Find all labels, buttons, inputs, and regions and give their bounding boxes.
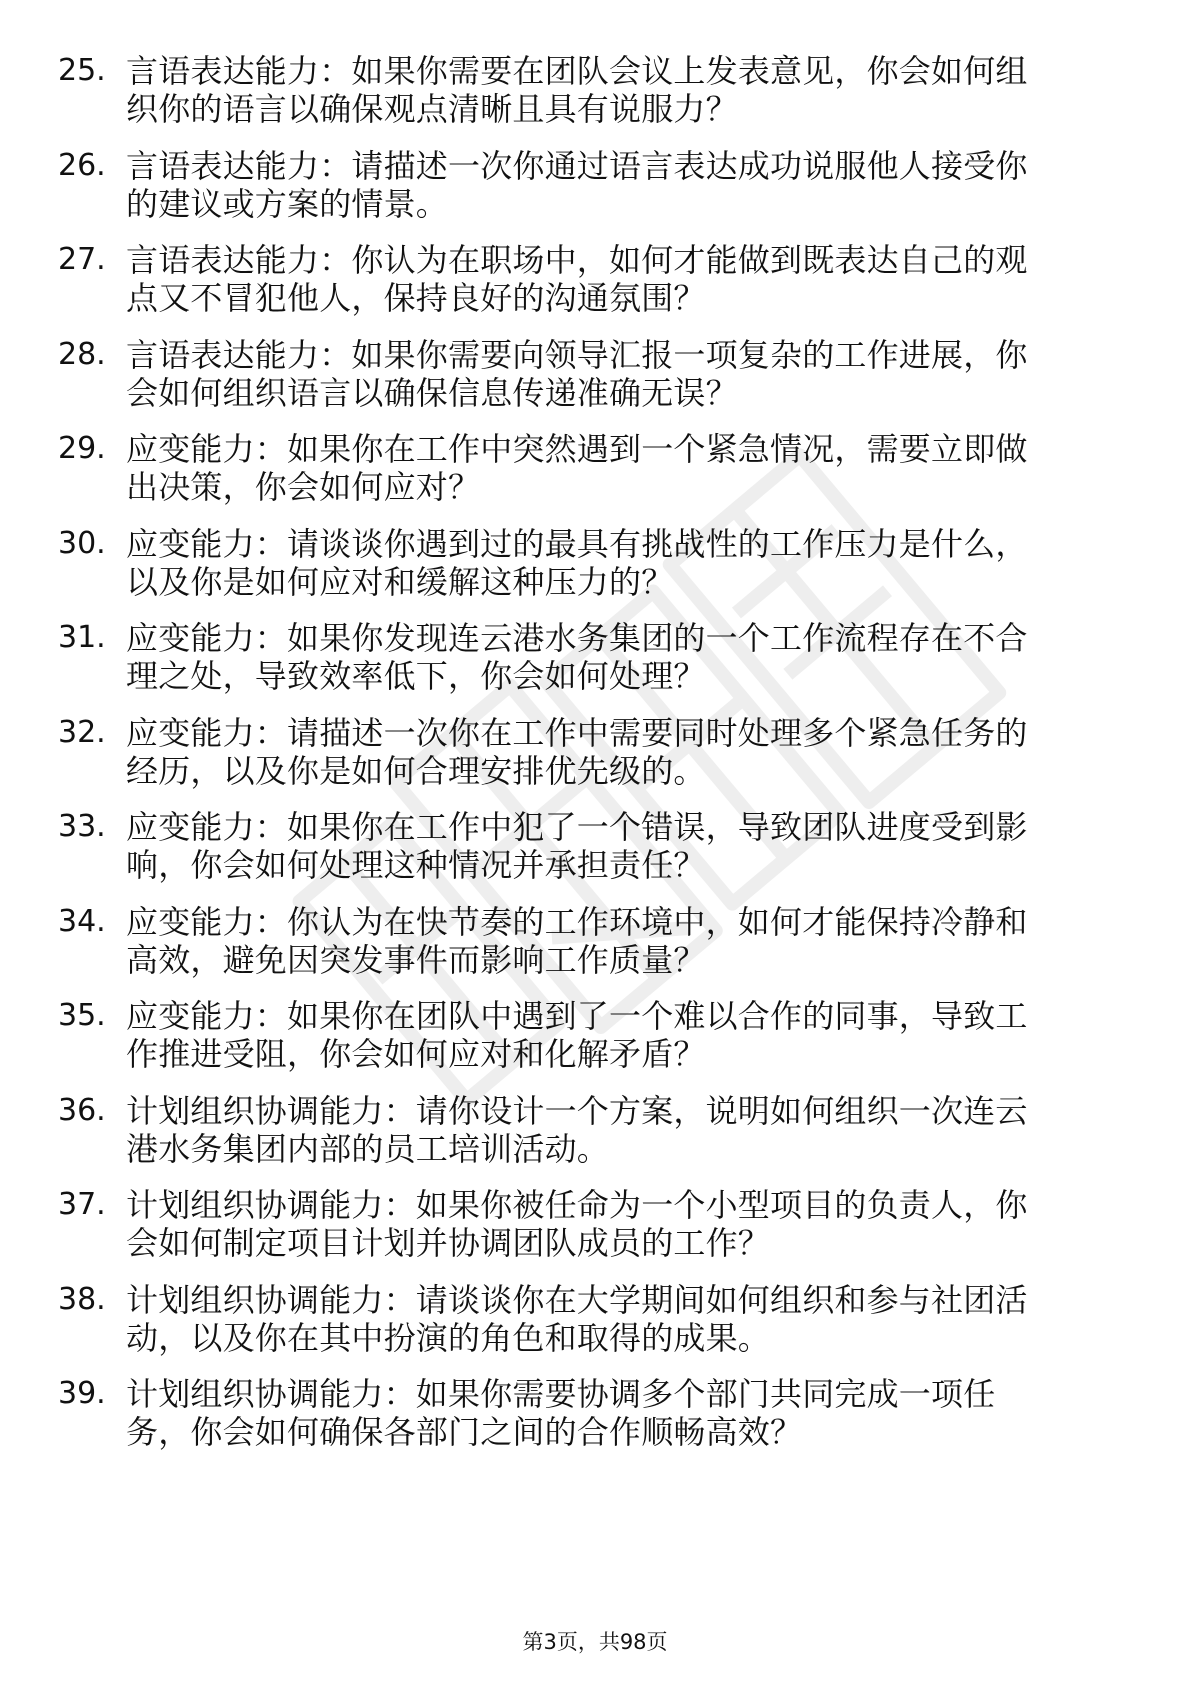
question-line: 计划组织协调能力：如果你被任命为一个小型项目的负责人，你 [126,1186,1028,1224]
question-text [126,430,1118,506]
question-text [126,808,1118,884]
question-text [126,714,1118,790]
question-line: 应变能力：如果你在工作中突然遇到一个紧急情况，需要立即做 [126,430,1028,468]
question-item [58,1375,1118,1470]
question-item [58,336,1118,431]
question-line: 动，以及你在其中扮演的角色和取得的成果。 [126,1318,771,1357]
question-line: 会如何组织语言以确保信息传递准确无误？ [126,373,738,412]
question-line: 应变能力：如果你在工作中犯了一个错误，导致团队进度受到影 [126,808,1028,846]
question-item [58,430,1118,525]
question-item [58,1092,1118,1187]
question-line: 港水务集团内部的员工培训活动。 [126,1129,610,1168]
question-text [126,241,1118,317]
question-text [126,1092,1118,1168]
question-number: 37. [58,1187,106,1222]
question-text [126,1281,1118,1357]
page-footer [0,1629,1190,1655]
question-line: 应变能力：如果你在团队中遇到了一个难以合作的同事，导致工 [126,997,1028,1035]
question-item [58,808,1118,903]
question-item [58,1186,1118,1281]
page-number-label: 第3页，共98页 [522,1630,668,1654]
question-number: 36. [58,1092,106,1128]
question-line: 计划组织协调能力：请你设计一个方案，说明如何组织一次连云 [126,1091,1028,1130]
question-number: 30. [58,525,106,561]
question-line: 点又不冒犯他人，保持良好的沟通氛围？ [126,279,706,317]
question-number: 32. [58,714,106,750]
question-number: 33. [58,809,106,844]
question-item [58,903,1118,998]
question-text [126,525,1118,601]
question-item [58,525,1118,620]
question-line: 高效，避免因突发事件而影响工作质量？ [126,940,706,979]
question-list [58,52,1118,1470]
question-number: 39. [58,1376,106,1411]
question-line: 织你的语言以确保观点清晰且具有说服力？ [126,90,738,128]
question-line: 会如何制定项目计划并协调团队成员的工作？ [126,1224,771,1262]
question-line: 经历，以及你是如何合理安排优先级的。 [126,751,706,790]
question-line: 计划组织协调能力：请谈谈你在大学期间如何组织和参与社团活 [126,1280,1028,1319]
question-item [58,241,1118,336]
question-number: 34. [58,903,106,939]
question-line: 务，你会如何确保各部门之间的合作顺畅高效？ [126,1413,803,1451]
question-item [58,619,1118,714]
question-line: 言语表达能力：请描述一次你通过语言表达成功说服他人接受你 [126,146,1028,185]
question-number: 27. [58,242,106,277]
question-item [58,1281,1118,1376]
question-text [126,336,1118,412]
question-line: 应变能力：如果你发现连云港水务集团的一个工作流程存在不合 [126,619,1028,657]
question-line: 计划组织协调能力：如果你需要协调多个部门共同完成一项任 [126,1375,996,1413]
question-text [126,147,1118,223]
question-number: 29. [58,431,106,466]
question-line: 出决策，你会如何应对？ [126,468,481,506]
question-number: 31. [58,620,106,655]
question-text [126,903,1118,979]
question-number: 26. [58,147,106,183]
question-text [126,619,1118,695]
question-item [58,714,1118,809]
question-text [126,52,1118,128]
question-line: 言语表达能力：如果你需要在团队会议上发表意见，你会如何组 [126,52,1028,90]
question-line: 言语表达能力：如果你需要向领导汇报一项复杂的工作进展，你 [126,335,1028,374]
question-text [126,1375,1118,1451]
question-item [58,997,1118,1092]
question-line: 言语表达能力：你认为在职场中，如何才能做到既表达自己的观 [126,241,1028,279]
question-number: 35. [58,998,106,1033]
question-line: 应变能力：请谈谈你遇到过的最具有挑战性的工作压力是什么， [126,524,1028,563]
question-line: 响，你会如何处理这种情况并承担责任？ [126,846,706,884]
question-line: 作推进受阻，你会如何应对和化解矛盾？ [126,1035,706,1073]
question-number: 28. [58,336,106,372]
question-number: 25. [58,53,106,88]
question-item [58,52,1118,147]
question-line: 应变能力：你认为在快节奏的工作环境中，如何才能保持冷静和 [126,902,1028,941]
question-line: 应变能力：请描述一次你在工作中需要同时处理多个紧急任务的 [126,713,1028,752]
question-line: 的建议或方案的情景。 [126,184,449,223]
question-line: 以及你是如何应对和缓解这种压力的？ [126,562,674,601]
question-number: 38. [58,1281,106,1317]
question-item [58,147,1118,242]
question-line: 理之处，导致效率低下，你会如何处理？ [126,657,706,695]
question-text [126,997,1118,1073]
question-text [126,1186,1118,1262]
